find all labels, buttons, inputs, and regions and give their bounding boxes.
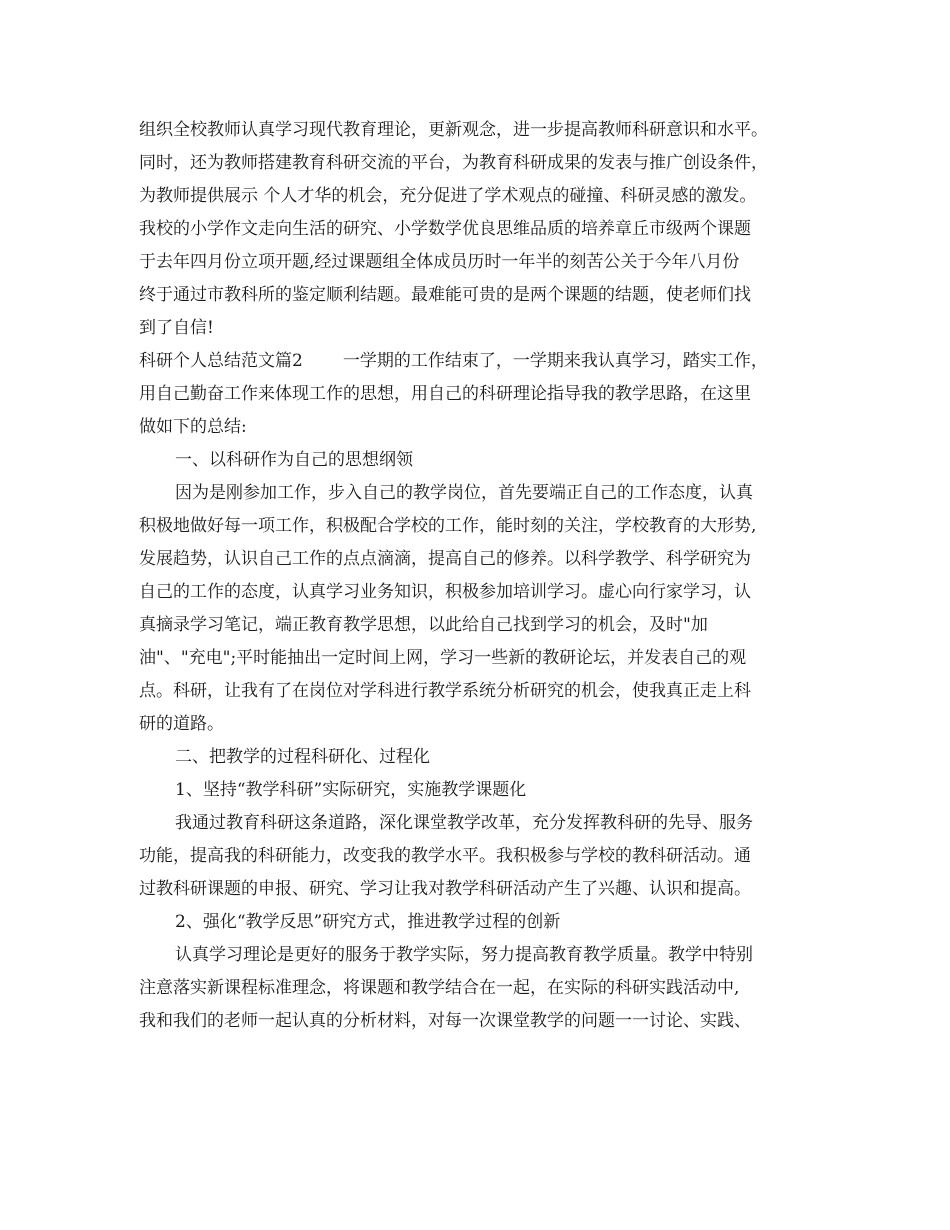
paragraph-line: 功能，提高我的科研能力，改变我的教学水平。我积极参与学校的教科研活动。通 bbox=[139, 846, 751, 866]
paragraph-line: 我通过教育科研这条道路，深化课堂教学改革，充分发挥教科研的先导、服务 bbox=[175, 813, 753, 833]
paragraph-line: 研的道路。 bbox=[139, 714, 224, 734]
paragraph-line: 真摘录学习笔记，端正教育教学思想，以此给自己找到学习的机会，及时"加 bbox=[139, 615, 708, 635]
heading-2-1: 1、坚持“教学科研”实际研究，实施教学课题化 bbox=[175, 780, 527, 800]
section-title-line bbox=[139, 345, 829, 378]
heading-2: 二、把教学的过程科研化、过程化 bbox=[175, 747, 430, 767]
document-body bbox=[139, 114, 829, 1038]
paragraph-line: 认真学习理论是更好的服务于教学实际，努力提高教育教学质量。教学中特别 bbox=[175, 945, 753, 965]
section-intro: 一学期的工作结束了，一学期来我认真学习，踏实工作， bbox=[342, 351, 768, 371]
paragraph-line: 油"、"充电";平时能抽出一定时间上网，学习一些新的教研论坛，并发表自己的观 bbox=[139, 648, 747, 668]
paragraph-line: 过教科研课题的申报、研究、学习让我对教学科研活动产生了兴趣、认识和提高。 bbox=[139, 879, 751, 899]
body-line: 终于通过市教科所的鉴定顺利结题。最难能可贵的是两个课题的结题，使老师们找 bbox=[139, 285, 751, 305]
paragraph-line: 点。科研，让我有了在岗位对学科进行教学系统分析研究的机会，使我真正走上科 bbox=[139, 681, 751, 701]
heading-1: 一、以科研作为自己的思想纲领 bbox=[175, 450, 413, 470]
body-line: 为教师提供展示 个人才华的机会，充分促进了学术观点的碰撞、科研灵感的激发。 bbox=[139, 186, 757, 206]
heading-2-2: 2、强化“教学反思”研究方式，推进教学过程的创新 bbox=[175, 912, 561, 932]
body-line: 用自己勤奋工作来体现工作的思想，用自己的科研理论指导我的教学思路，在这里 bbox=[139, 384, 751, 404]
paragraph-line: 发展趋势，认识自己工作的点点滴滴，提高自己的修养。以科学教学、科学研究为 bbox=[139, 549, 751, 569]
body-line: 组织全校教师认真学习现代教育理论，更新观念，进一步提高教师科研意识和水平。 bbox=[139, 120, 768, 140]
section-title: 科研个人总结范文篇2 bbox=[139, 351, 303, 371]
body-line: 我校的小学作文走向生活的研究、小学数学优良思维品质的培养章丘市级两个课题 bbox=[139, 219, 751, 239]
body-line: 做如下的总结: bbox=[139, 417, 247, 437]
paragraph-line: 我和我们的老师一起认真的分析材料，对每一次课堂教学的问题一一讨论、实践、 bbox=[139, 1011, 751, 1031]
body-line: 于去年四月份立项开题,经过课题组全体成员历时一年半的刻苦公关于今年八月份 bbox=[139, 252, 740, 272]
paragraph-line: 注意落实新课程标准理念，将课题和教学结合在一起，在实际的科研实践活动中, bbox=[139, 978, 740, 998]
paragraph-line: 因为是刚参加工作，步入自己的教学岗位，首先要端正自己的工作态度，认真 bbox=[175, 483, 753, 503]
body-line: 同时，还为教师搭建教育科研交流的平台，为教育科研成果的发表与推广创设条件， bbox=[139, 153, 768, 173]
paragraph-line: 自己的工作的态度，认真学习业务知识，积极参加培训学习。虚心向行家学习，认 bbox=[139, 582, 751, 602]
paragraph-line: 积极地做好每一项工作，积极配合学校的工作，能时刻的关注，学校教育的大形势, bbox=[139, 516, 757, 536]
body-line: 到了自信! bbox=[139, 318, 214, 338]
